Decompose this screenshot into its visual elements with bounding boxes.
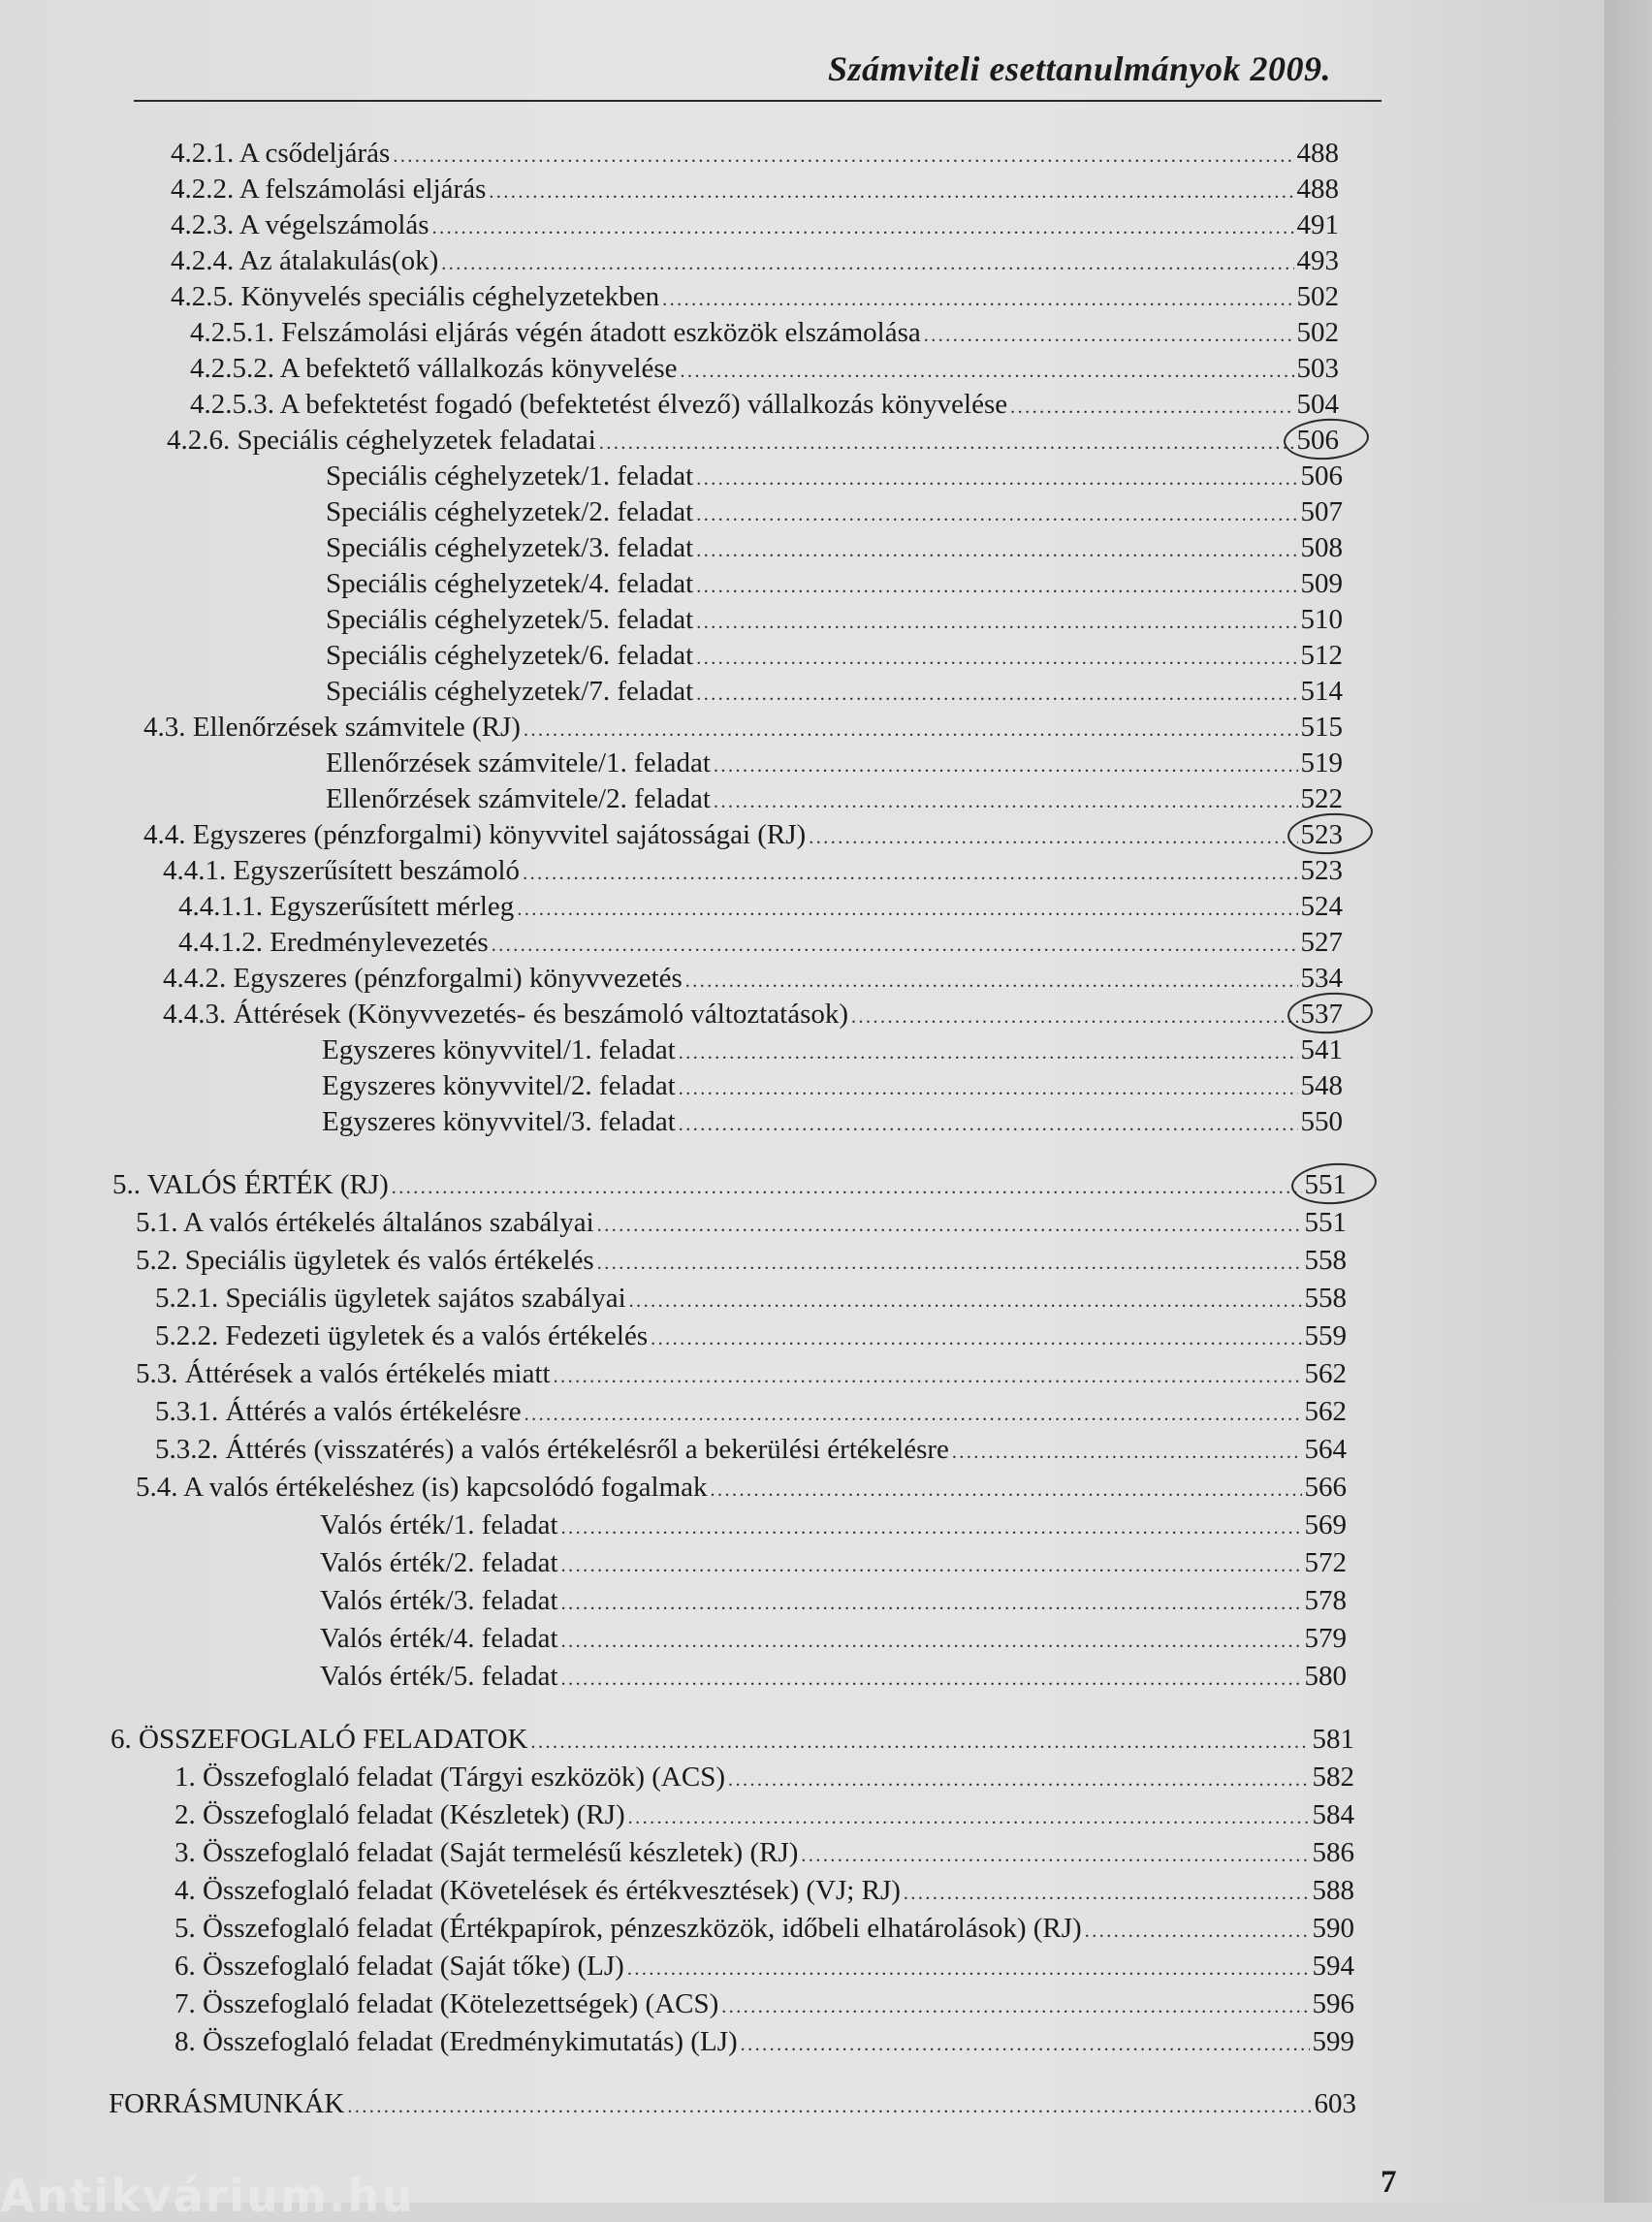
dot-leader (685, 964, 1298, 999)
toc-entry-page: 488 (1296, 174, 1339, 205)
toc-entry (326, 530, 1343, 568)
dot-leader (696, 677, 1297, 712)
toc-entry-page: 548 (1300, 1070, 1343, 1101)
toc-entry-page: 488 (1296, 138, 1339, 169)
dot-leader (489, 175, 1293, 209)
toc-entry-title: 5. Összefoglaló feladat (Értékpapírok, pénzeszközök, időbeli elhatárolások) (RJ) (175, 1913, 1082, 1944)
dot-leader (924, 318, 1294, 353)
toc-entry (111, 1722, 1354, 1760)
toc-entry (163, 961, 1343, 999)
dot-leader (714, 784, 1298, 819)
toc-entry-page: 582 (1312, 1762, 1354, 1793)
dot-leader (679, 1035, 1298, 1070)
toc-entry (175, 1911, 1354, 1949)
toc-entry-page: 586 (1312, 1837, 1354, 1868)
toc-entry-page-circled: 523 (1300, 819, 1343, 850)
dot-leader (597, 1208, 1302, 1243)
toc-entry-title: Speciális céghelyzetek/5. feladat (326, 604, 694, 635)
dot-leader (721, 1989, 1309, 2024)
toc-entry-title: 4.2.5. Könyvelés speciális céghelyzetekben (171, 281, 660, 312)
toc-entry-page: 566 (1304, 1472, 1347, 1503)
dot-leader (679, 1107, 1298, 1142)
dot-leader (561, 1624, 1302, 1659)
toc-entry-page: 519 (1300, 747, 1343, 778)
dot-leader (561, 1586, 1302, 1621)
toc-entry-page: 512 (1300, 640, 1343, 671)
toc-entry-title: 6. ÖSSZEFOGLALÓ FELADATOK (111, 1724, 528, 1755)
toc-entry (171, 136, 1339, 174)
toc-entry-page: 572 (1304, 1547, 1347, 1578)
toc-entry (136, 1243, 1347, 1281)
toc-entry-page: 599 (1312, 2026, 1354, 2057)
toc-entry (190, 315, 1339, 353)
toc-entry-title: 3. Összefoglaló feladat (Saját termelésű készletek) (RJ) (175, 1837, 799, 1868)
toc-entry-page-circled: 551 (1304, 1169, 1347, 1200)
toc-entry-title: Ellenőrzések számvitele/2. feladat (326, 783, 711, 814)
dot-leader (628, 1800, 1310, 1835)
toc-entry-page: 493 (1296, 245, 1339, 276)
toc-entry (322, 1068, 1343, 1106)
toc-entry (322, 1032, 1343, 1070)
dot-leader (952, 1435, 1302, 1470)
toc-entry-page: 509 (1300, 568, 1343, 599)
dot-leader (432, 210, 1294, 245)
toc-entry-title: FORRÁSMUNKÁK (109, 2088, 345, 2119)
toc-entry-title: 4.4.1. Egyszerűsített beszámoló (163, 855, 521, 886)
toc-entry-page: 541 (1300, 1034, 1343, 1065)
toc-entry (326, 781, 1343, 819)
dot-leader (1085, 1914, 1310, 1949)
dot-leader (662, 282, 1293, 317)
dot-leader (530, 1725, 1309, 1760)
toc-entry (155, 1318, 1347, 1356)
toc-entry-title: 4.4.1.1. Egyszerűsített mérleg (178, 891, 515, 922)
toc-entry-title: 4.4.2. Egyszeres (pénzforgalmi) könyvvezetés (163, 963, 683, 994)
toc-entry-page: 579 (1304, 1623, 1347, 1654)
toc-entry (143, 817, 1343, 855)
toc-entry (320, 1508, 1347, 1545)
dot-leader (561, 1548, 1302, 1583)
dot-leader (629, 1284, 1302, 1318)
toc-entry-title: Speciális céghelyzetek/7. feladat (326, 676, 694, 707)
toc-entry (136, 1205, 1347, 1243)
toc-entry-title: 4.2.6. Speciális céghelyzetek feladatai (167, 425, 596, 456)
toc-entry-page: 596 (1312, 1988, 1354, 2019)
toc-entry-title: 4.4.1.2. Eredménylevezetés (178, 927, 489, 958)
toc-entry-title: 4.2.5.2. A befektető vállalkozás könyvelése (190, 353, 678, 384)
toc-entry-page: 590 (1312, 1913, 1354, 1944)
dot-leader (679, 1071, 1298, 1106)
dot-leader (517, 892, 1297, 927)
toc-entry-title: Valós érték/2. feladat (320, 1547, 558, 1578)
toc-entry-title: Ellenőrzések számvitele/1. feladat (326, 747, 711, 778)
toc-entry (175, 1835, 1354, 1873)
toc-entry-title: Valós érték/1. feladat (320, 1509, 558, 1540)
dot-leader (524, 713, 1298, 747)
toc-entry-title: 4.2.5.3. A befektetést fogadó (befektetést élvező) vállalkozás könyvelése (190, 389, 1008, 420)
toc-entry (109, 2086, 1356, 2124)
toc-entry-title: 5.2.1. Speciális ügyletek sajátos szabályai (155, 1283, 626, 1314)
toc-entry (175, 1949, 1354, 1986)
toc-entry-page: 504 (1296, 389, 1339, 420)
dot-leader (681, 354, 1294, 389)
toc-entry (190, 351, 1339, 389)
toc-entry-page: 550 (1300, 1106, 1343, 1137)
toc-entry-page: 510 (1300, 604, 1343, 635)
dot-leader (696, 641, 1297, 676)
toc-entry (178, 889, 1343, 927)
page-edge (1604, 0, 1652, 2203)
toc-entry-page: 584 (1312, 1799, 1354, 1830)
toc-entry-title: 7. Összefoglaló feladat (Kötelezettségek) (ACS) (175, 1988, 719, 2019)
toc-entry (175, 1873, 1354, 1911)
toc-entry-page-circled: 537 (1300, 999, 1343, 1030)
dot-leader (393, 139, 1293, 174)
toc-entry (167, 423, 1339, 460)
toc-entry-page: 506 (1300, 460, 1343, 492)
toc-entry-page: 551 (1304, 1207, 1347, 1238)
running-head: Számviteli esettanulmányok 2009. (827, 49, 1331, 88)
dot-leader (524, 1397, 1302, 1432)
dot-leader (711, 1473, 1302, 1508)
dot-leader (561, 1662, 1302, 1697)
toc-entry (326, 566, 1343, 604)
dot-leader (599, 426, 1294, 460)
dot-leader (347, 2089, 1311, 2124)
dot-leader (728, 1762, 1309, 1797)
toc-entry (171, 243, 1339, 281)
toc-entry-page: 508 (1300, 532, 1343, 563)
dot-leader (392, 1170, 1302, 1205)
dot-leader (441, 246, 1293, 281)
toc-entry (175, 1797, 1354, 1835)
toc-entry-page: 594 (1312, 1951, 1354, 1982)
toc-entry-page: 503 (1296, 353, 1339, 384)
toc-entry (175, 2024, 1354, 2062)
toc-entry (171, 172, 1339, 209)
toc-entry (320, 1659, 1347, 1697)
toc-entry-page: 534 (1300, 963, 1343, 994)
toc-entry-title: 5.2. Speciális ügyletek és valós értékelés (136, 1245, 594, 1276)
toc-entry-page: 562 (1304, 1396, 1347, 1427)
toc-entry-page: 515 (1300, 712, 1343, 743)
toc-entry-title: Speciális céghelyzetek/6. feladat (326, 640, 694, 671)
toc-entry-page: 522 (1300, 783, 1343, 814)
toc-entry (171, 207, 1339, 245)
toc-entry-title: 6. Összefoglaló feladat (Saját tőke) (LJ) (175, 1951, 624, 1982)
toc-entry (320, 1583, 1347, 1621)
toc-entry (163, 997, 1343, 1034)
toc-entry-title: 4.2.4. Az átalakulás(ok) (171, 245, 439, 276)
toc-entry-title: Egyszeres könyvvitel/3. feladat (322, 1106, 676, 1137)
toc-entry-title: Speciális céghelyzetek/1. feladat (326, 460, 694, 492)
toc-entry-page: 558 (1304, 1245, 1347, 1276)
toc-entry-page: 491 (1296, 209, 1339, 240)
toc-entry (171, 279, 1339, 317)
toc-entry-page: 580 (1304, 1661, 1347, 1692)
toc-entry-title: Egyszeres könyvvitel/2. feladat (322, 1070, 676, 1101)
toc-entry-page: 558 (1304, 1283, 1347, 1314)
toc-entry-title: 5.3.1. Áttérés a valós értékelésre (155, 1396, 522, 1427)
toc-entry-page: 502 (1296, 281, 1339, 312)
dot-leader (801, 1838, 1309, 1873)
toc-entry-title: 2. Összefoglaló feladat (Készletek) (RJ) (175, 1799, 625, 1830)
toc-entry (143, 710, 1343, 747)
dot-leader (741, 2027, 1310, 2062)
toc-entry (175, 1986, 1354, 2024)
dot-leader (696, 569, 1297, 604)
toc-entry (190, 387, 1339, 425)
toc-entry-title: 8. Összefoglaló feladat (Eredménykimutatás) (LJ) (175, 2026, 738, 2057)
toc-entry-page: 527 (1300, 927, 1343, 958)
toc-entry (326, 602, 1343, 640)
toc-entry-title: 4.2.1. A csődeljárás (171, 138, 391, 169)
toc-entry-page: 603 (1314, 2088, 1356, 2119)
dot-leader (809, 820, 1297, 855)
dot-leader (651, 1321, 1301, 1356)
toc-entry-title: Speciális céghelyzetek/2. feladat (326, 496, 694, 527)
toc-entry-page: 562 (1304, 1358, 1347, 1389)
toc-entry (322, 1104, 1343, 1142)
toc-entry (155, 1281, 1347, 1318)
toc-entry-page: 559 (1304, 1320, 1347, 1351)
toc-entry (326, 674, 1343, 712)
dot-leader (554, 1359, 1302, 1394)
toc-entry (163, 853, 1343, 891)
toc-entry-title: 4. Összefoglaló feladat (Követelések és értékvesztések) (VJ; RJ) (175, 1875, 901, 1906)
dot-leader (492, 928, 1298, 963)
toc-entry (112, 1167, 1347, 1205)
dot-leader (714, 748, 1298, 783)
toc-entry-title: 5.4. A valós értékeléshez (is) kapcsolódó fogalmak (136, 1472, 708, 1503)
toc-entry-title: 4.2.3. A végelszámolás (171, 209, 429, 240)
dot-leader (627, 1952, 1310, 1986)
toc-entry-page: 588 (1312, 1875, 1354, 1906)
toc-entry (155, 1432, 1347, 1470)
toc-entry-title: 4.2.2. A felszámolási eljárás (171, 174, 487, 205)
toc-entry-title: 5.3.2. Áttérés (visszatérés) a valós értékelésről a bekerülési értékelésre (155, 1434, 949, 1465)
toc-entry-title: Valós érték/5. feladat (320, 1661, 558, 1692)
dot-leader (904, 1876, 1310, 1911)
toc-entry-title: 5.1. A valós értékelés általános szabályai (136, 1207, 594, 1238)
toc-entry-title: 4.3. Ellenőrzések számvitele (RJ) (143, 712, 521, 743)
toc-entry (326, 494, 1343, 532)
dot-leader (696, 461, 1297, 496)
toc-entry-title: 4.4.3. Áttérések (Könyvvezetés- és beszámoló változtatások) (163, 999, 849, 1030)
toc-entry (326, 459, 1343, 496)
dot-leader (597, 1246, 1302, 1281)
page-number: 7 (1381, 2165, 1397, 2200)
toc-entry-page: 514 (1300, 676, 1343, 707)
toc-entry (136, 1470, 1347, 1508)
toc-entry-title: Egyszeres könyvvitel/1. feladat (322, 1034, 676, 1065)
toc-entry-page: 523 (1300, 855, 1343, 886)
toc-entry-page: 578 (1304, 1585, 1347, 1616)
toc-entry-title: 4.4. Egyszeres (pénzforgalmi) könyvvitel sajátosságai (RJ) (143, 819, 807, 850)
toc-entry (326, 746, 1343, 783)
toc-entry-page: 581 (1312, 1724, 1354, 1755)
toc-entry (155, 1394, 1347, 1432)
toc-entry-page: 569 (1304, 1509, 1347, 1540)
dot-leader (1010, 390, 1293, 425)
toc-entry-title: 5.3. Áttérések a valós értékelés miatt (136, 1358, 551, 1389)
dot-leader (696, 533, 1297, 568)
toc-entry-title: 4.2.5.1. Felszámolási eljárás végén átadott eszközök elszámolása (190, 317, 921, 348)
dot-leader (523, 856, 1297, 891)
dot-leader (851, 1000, 1297, 1034)
toc-entry-page: 564 (1304, 1434, 1347, 1465)
toc-entry-page-circled: 506 (1296, 425, 1339, 456)
dot-leader (561, 1510, 1302, 1545)
toc-entry (178, 925, 1343, 963)
toc-entry-page: 524 (1300, 891, 1343, 922)
toc-entry (326, 638, 1343, 676)
toc-entry (320, 1545, 1347, 1583)
toc-entry-title: Valós érték/4. feladat (320, 1623, 558, 1654)
toc-entry (320, 1621, 1347, 1659)
toc-entry-page: 507 (1300, 496, 1343, 527)
watermark: Antikvárium.hu (0, 2170, 415, 2222)
toc-entry-page: 502 (1296, 317, 1339, 348)
toc-entry-title: 1. Összefoglaló feladat (Tárgyi eszközök) (ACS) (175, 1762, 726, 1793)
toc-entry (175, 1760, 1354, 1797)
toc-entry-title: 5.. VALÓS ÉRTÉK (RJ) (112, 1169, 389, 1200)
dot-leader (696, 497, 1297, 532)
toc-entry-title: Speciális céghelyzetek/4. feladat (326, 568, 694, 599)
toc-entry-title: Speciális céghelyzetek/3. feladat (326, 532, 694, 563)
toc-entry-title: 5.2.2. Fedezeti ügyletek és a valós értékelés (155, 1320, 649, 1351)
toc-entry (136, 1356, 1347, 1394)
toc-entry-title: Valós érték/3. feladat (320, 1585, 558, 1616)
dot-leader (696, 605, 1297, 640)
